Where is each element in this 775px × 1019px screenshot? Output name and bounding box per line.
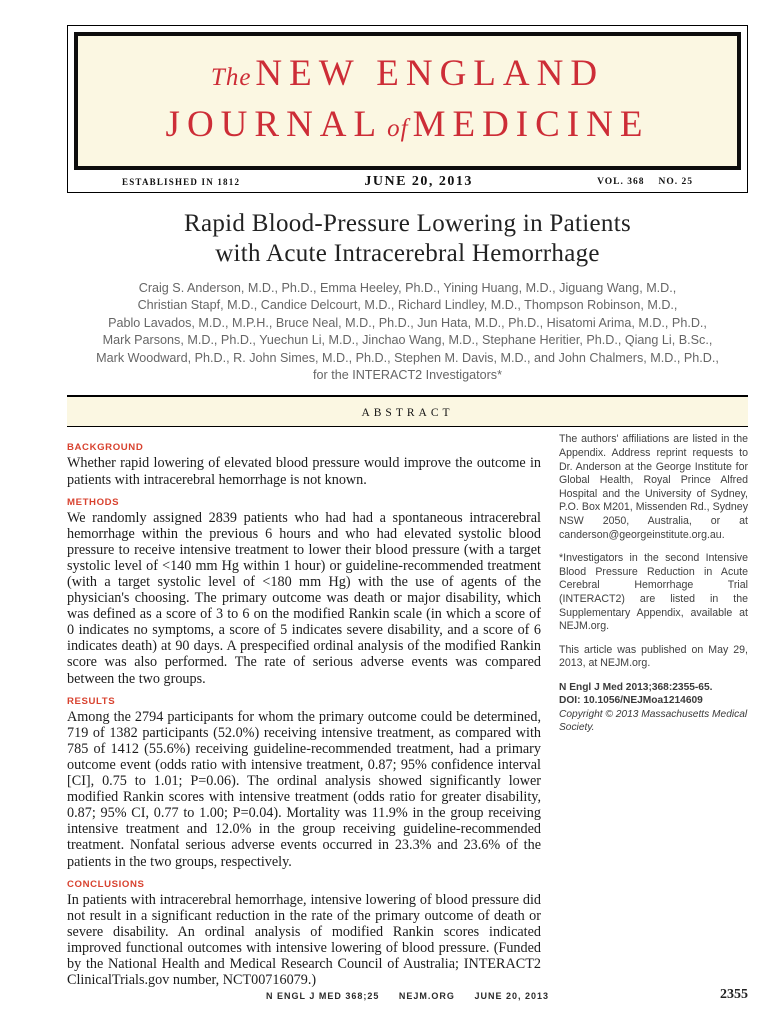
masthead-journal: JOURNAL [165,104,384,145]
affiliations-note: The authors' affiliations are listed in the Appendix. Address reprint requests to Dr. Anderson at the George Institute for Global Health, Royal Prince Alfred Hospital and the University of Sydney, P.O. Box M201, Missenden Rd., Sydney NSW 2050, Australia, or at canderson@georgeinstitute.org.au. [559,433,748,541]
author-line: Mark Parsons, M.D., Ph.D., Yuechun Li, M.D., Jinchao Wang, M.D., Stephane Heritier, Ph.D., Qiang Li, B.Sc., [102,333,713,348]
footer-date: JUNE 20, 2013 [474,991,549,1001]
article-title [67,209,748,269]
section-text: In patients with intracerebral hemorrhage, intensive lowering of blood pressure did not result in a significant reduction in the rate of the primary outcome of death or severe disability. An ordinal analysis of modified Rankin scores indicated improved functional outcomes with intensive lowering of blood pressure. (Funded by the National Health and Medical Research Council of Australia; INTERACT2 ClinicalTrials.gov number, NCT00716079.) [67,891,541,989]
masthead-new-england: NEW ENGLAND [255,53,605,94]
abstract-section-results [67,696,541,870]
established-label: ESTABLISHED IN 1812 [122,176,241,187]
masthead-line-2 [78,103,737,154]
abstract-section-conclusions [67,879,541,989]
issue-date: JUNE 20, 2013 [364,173,473,189]
abstract-section-background [67,442,541,487]
author-line: Pablo Lavados, M.D., M.P.H., Bruce Neal, M.D., Ph.D., Jun Hata, M.D., Ph.D., Hisatomi Arima, M.D., Ph.D., [108,315,707,330]
section-text: Among the 2794 participants for whom the primary outcome could be determined, 719 of 1382 participants (52.0%) receiving intensive treatment, as compared with 785 of 1412 (55.6%) receiving guideline-recommended treatment, had a primary outcome event (odds ratio with intensive treatment, 0.87; 95% confidence interval [CI], 0.75 to 1.01; P=0.06). The ordinal analysis showed significantly lower modified Rankin scores with intensive treatment (odds ratio for greater disability, 0.87; 95% CI, 0.77 to 1.00; P=0.04). Mortality was 11.9% in the group receiving intensive treatment and 12.0% in the group receiving guideline-recommended treatment. Nonfatal serious adverse events occurred in 23.3% and 23.6% of the patients in the two groups, respectively. [67,708,541,870]
masthead-meta-row [74,170,741,192]
article-title-line-1: Rapid Blood-Pressure Lowering in Patients [184,210,631,237]
abstract-body-column [67,433,541,988]
doi-line: DOI: 10.1056/NEJMoa1214609 [559,695,703,707]
abstract-heading: ABSTRACT [361,407,454,420]
footer-running-title [67,991,748,1001]
title-block [67,209,748,384]
abstract-heading-bar [67,395,748,427]
section-heading: RESULTS [67,695,116,707]
citation-block [559,681,748,735]
number-label: NO. 25 [658,176,693,187]
author-list [67,280,748,384]
author-line: for the INTERACT2 Investigators* [313,368,502,383]
masthead-frame [67,25,748,193]
abstract-columns [67,433,748,988]
masthead-logo [74,32,741,170]
section-heading: BACKGROUND [67,442,144,454]
correspondence-sidebar [559,433,748,988]
publication-note: This article was published on May 29, 2013, at NEJM.org. [559,643,748,670]
article-title-line-2: with Acute Intracerebral Hemorrhage [215,240,600,267]
investigators-note: *Investigators in the second Intensive Blood Pressure Reduction in Acute Cerebral Hemorrhage Trial (INTERACT2) are listed in the Supplementary Appendix, available at NEJM.org. [559,552,748,633]
author-line: Christian Stapf, M.D., Candice Delcourt, M.D., Richard Lindley, M.D., Thompson Robinson, M.D., [137,298,678,313]
abstract-section-methods [67,497,541,687]
masthead-the: The [210,64,252,91]
footer-journal-ref: N ENGL J MED 368;25 [266,991,380,1001]
section-heading: CONCLUSIONS [67,878,145,890]
author-line: Mark Woodward, Ph.D., R. John Simes, M.D., Ph.D., Stephen M. Davis, M.D., and John Chalmers, M.D., Ph.D., [96,350,719,365]
section-text: We randomly assigned 2839 patients who had had a spontaneous intracerebral hemorrhage within the previous 6 hours and who had elevated systolic blood pressure to receive intensive treatment to lower their blood pressure (with a target systolic level of <140 mm Hg within 1 hour) or guideline-recommended treatment (with a target systolic level of <180 mm Hg) with the use of agents of the physician's choosing. The primary outcome was death or major disability, which was defined as a score of 3 to 6 on the modified Rankin scale (in which a score of 0 indicates no symptoms, a score of 5 indicates severe disability, and a score of 6 indicates death) at 90 days. A prespecified ordinal analysis of the modified Rankin score was also performed. The rate of serious adverse events was compared between the two groups. [67,509,541,687]
citation-line: N Engl J Med 2013;368:2355-65. [559,681,713,693]
copyright-line: Copyright © 2013 Massachusetts Medical Society. [559,708,748,734]
section-text: Whether rapid lowering of elevated blood pressure would improve the outcome in patients with intracerebral hemorrhage is not known. [67,455,541,488]
masthead-of: of [387,115,409,142]
volume-label: VOL. 368 [597,176,645,187]
page-footer [67,987,748,1005]
author-line: Craig S. Anderson, M.D., Ph.D., Emma Heeley, Ph.D., Yining Huang, M.D., Jiguang Wang, M.D., [138,281,677,295]
masthead-line-1 [78,52,737,103]
section-heading: METHODS [67,496,120,508]
page-number: 2355 [720,987,748,1002]
footer-site: NEJM.ORG [398,991,455,1001]
masthead-medicine: MEDICINE [412,104,650,145]
volume-number [597,177,693,187]
